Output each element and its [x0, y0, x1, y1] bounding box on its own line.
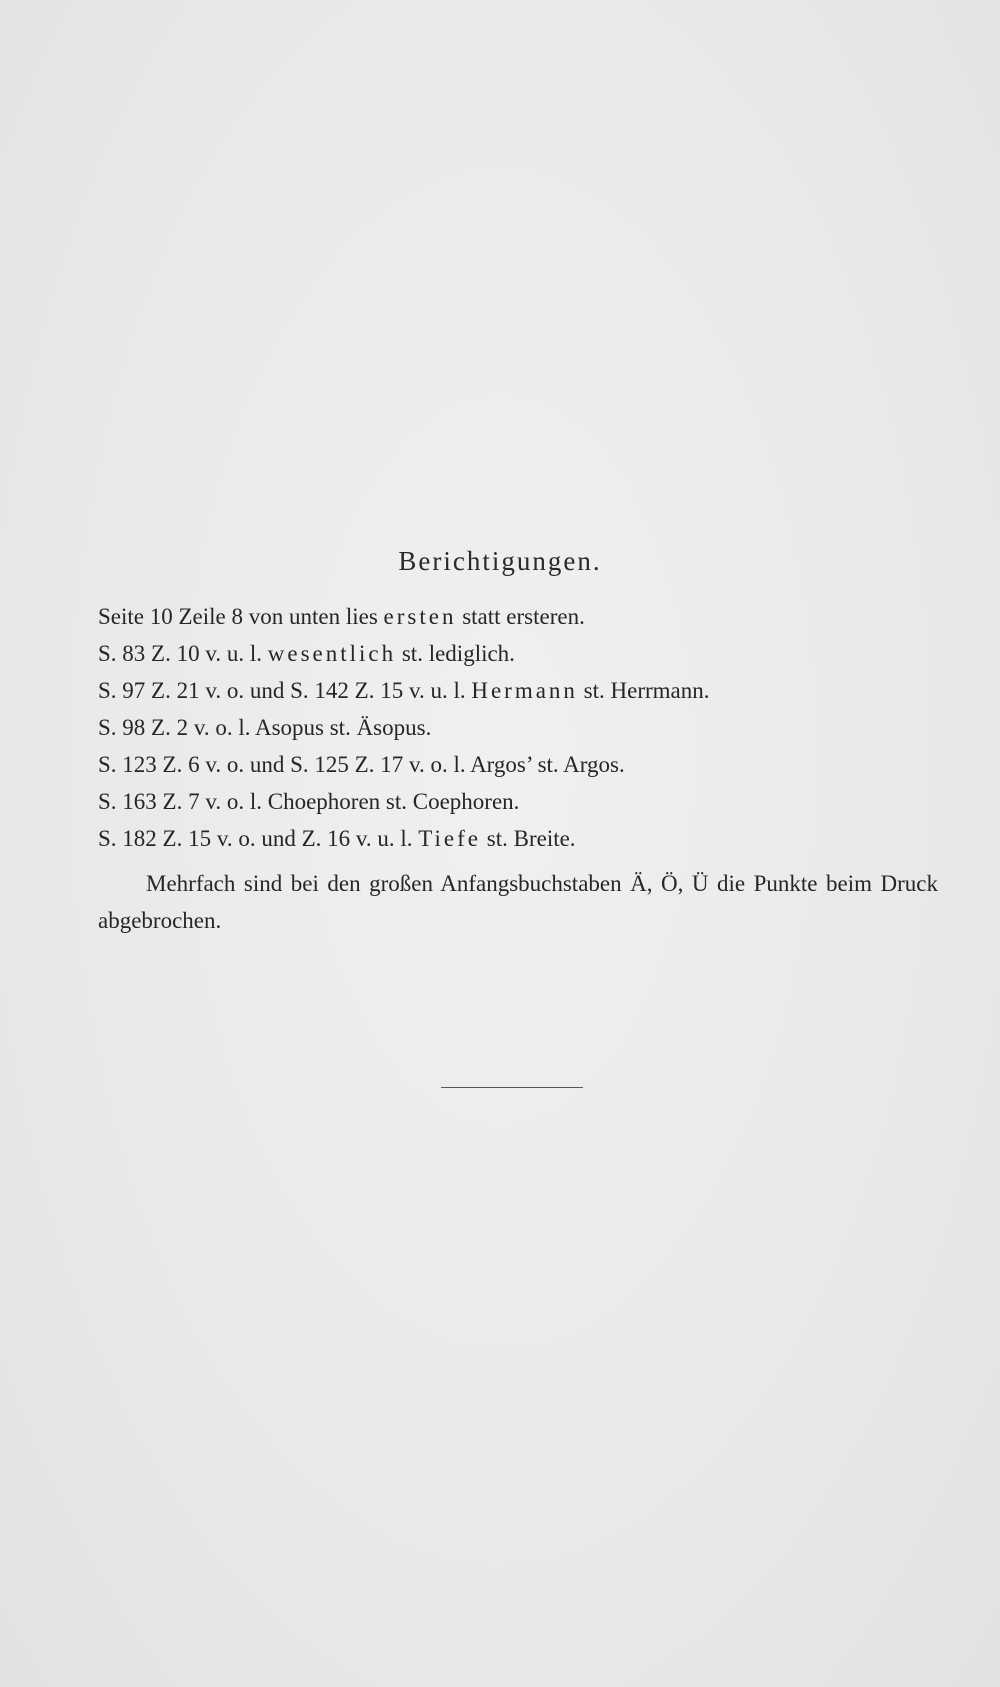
- correction-text: S. 123 Z. 6 v. o. und S. 125 Z. 17 v. o. l. Argos’ st. Argos.: [98, 752, 625, 777]
- print-note: Mehrfach sind bei den großen Anfangsbuchstaben Ä, Ö, Ü die Punkte beim Druck abgebrochen.: [98, 871, 938, 933]
- correction-text: st. lediglich.: [396, 641, 515, 666]
- correction-text: S. 182 Z. 15 v. o. und Z. 16 v. u. l.: [98, 826, 419, 851]
- correction-emphasis: Hermann: [471, 678, 578, 703]
- correction-text: Seite 10 Zeile 8 von unten lies: [98, 604, 384, 629]
- correction-text: S. 83 Z. 10 v. u. l.: [98, 641, 268, 666]
- page-heading: Berichtigungen.: [398, 546, 602, 576]
- correction-text: statt ersteren.: [456, 604, 585, 629]
- correction-line: [98, 783, 958, 820]
- correction-emphasis: Tiefe: [418, 826, 482, 851]
- correction-text: st. Herrmann.: [577, 678, 710, 703]
- correction-line: [98, 746, 958, 783]
- correction-text: S. 163 Z. 7 v. o. l. Choephoren st. Coephoren.: [98, 789, 520, 814]
- correction-text: S. 98 Z. 2 v. o. l. Asopus st. Äsopus.: [98, 715, 432, 740]
- corrections-list: [98, 598, 958, 857]
- correction-line: [98, 598, 958, 635]
- correction-line: [98, 820, 958, 857]
- correction-line: [98, 635, 958, 672]
- correction-emphasis: wesentlich: [267, 641, 397, 666]
- correction-text: S. 97 Z. 21 v. o. und S. 142 Z. 15 v. u. l.: [98, 678, 472, 703]
- correction-emphasis: ersten: [383, 604, 457, 629]
- correction-text: st. Breite.: [481, 826, 576, 851]
- closing-rule: [441, 1087, 583, 1088]
- correction-line: [98, 709, 958, 746]
- correction-line: [98, 672, 958, 709]
